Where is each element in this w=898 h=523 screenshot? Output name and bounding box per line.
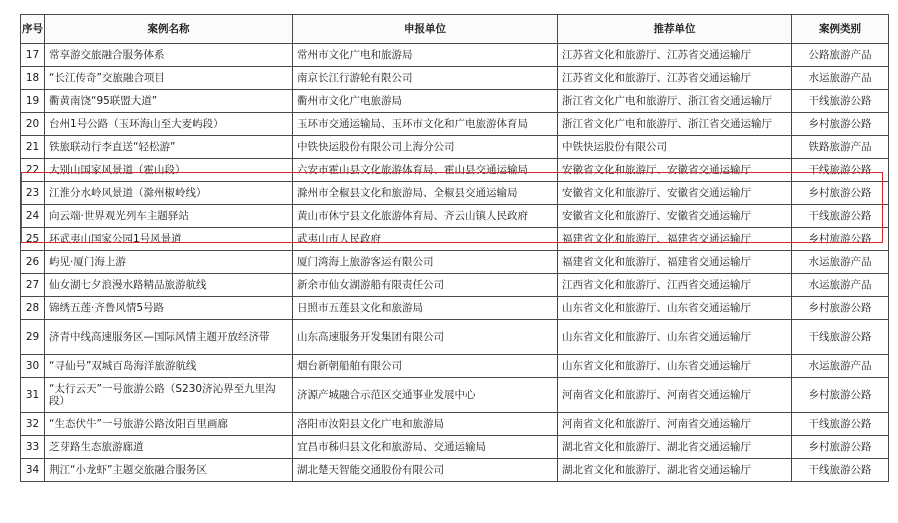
row-applicant: 武夷山市人民政府 — [293, 228, 558, 251]
row-category: 乡村旅游公路 — [792, 182, 889, 205]
table-row — [21, 90, 889, 113]
row-applicant: 滁州市全椒县文化和旅游局、全椒县交通运输局 — [293, 182, 558, 205]
table-row — [21, 44, 889, 67]
row-no: 21 — [21, 136, 45, 159]
row-applicant: 湖北楚天智能交通股份有限公司 — [293, 459, 558, 482]
row-no: 31 — [21, 378, 45, 413]
row-no: 18 — [21, 67, 45, 90]
row-name: 荆江“小龙虾”主题交旅融合服务区 — [45, 459, 293, 482]
row-category: 水运旅游产品 — [792, 355, 889, 378]
table-row — [21, 459, 889, 482]
row-recommender: 河南省文化和旅游厅、河南省交通运输厅 — [558, 413, 792, 436]
row-applicant: 厦门湾海上旅游客运有限公司 — [293, 251, 558, 274]
table-row — [21, 436, 889, 459]
header-applicant: 申报单位 — [293, 15, 558, 44]
row-category: 水运旅游产品 — [792, 251, 889, 274]
row-name: 江淮分水岭风景道（滁州椒岭线） — [45, 182, 293, 205]
row-no: 17 — [21, 44, 45, 67]
row-category: 干线旅游公路 — [792, 413, 889, 436]
case-table-container — [20, 14, 888, 482]
row-applicant: 洛阳市汝阳县文化广电和旅游局 — [293, 413, 558, 436]
row-category: 干线旅游公路 — [792, 205, 889, 228]
table-row — [21, 413, 889, 436]
row-category: 乡村旅游公路 — [792, 378, 889, 413]
row-name: 向云端·世界观光列车主题驿站 — [45, 205, 293, 228]
row-recommender: 安徽省文化和旅游厅、安徽省交通运输厅 — [558, 159, 792, 182]
row-name: 济青中线高速服务区—国际风情主题开放经济带 — [45, 320, 293, 355]
row-no: 30 — [21, 355, 45, 378]
row-recommender: 福建省文化和旅游厅、福建省交通运输厅 — [558, 251, 792, 274]
row-category: 水运旅游产品 — [792, 274, 889, 297]
row-name: 台州1号公路（玉环海山至大麦屿段） — [45, 113, 293, 136]
row-applicant: 宜昌市秭归县文化和旅游局、交通运输局 — [293, 436, 558, 459]
row-category: 乡村旅游公路 — [792, 113, 889, 136]
row-no: 19 — [21, 90, 45, 113]
row-recommender: 中铁快运股份有限公司 — [558, 136, 792, 159]
table-row-highlighted — [21, 205, 889, 228]
table-row-highlighted — [21, 159, 889, 182]
row-category: 干线旅游公路 — [792, 320, 889, 355]
row-category: 乡村旅游公路 — [792, 297, 889, 320]
table-row — [21, 136, 889, 159]
row-recommender: 江苏省文化和旅游厅、江苏省交通运输厅 — [558, 44, 792, 67]
row-no: 24 — [21, 205, 45, 228]
row-category: 公路旅游产品 — [792, 44, 889, 67]
header-name: 案例名称 — [45, 15, 293, 44]
table-row — [21, 378, 889, 413]
row-category: 乡村旅游公路 — [792, 228, 889, 251]
header-recommender: 推荐单位 — [558, 15, 792, 44]
table-row — [21, 297, 889, 320]
row-category: 乡村旅游公路 — [792, 436, 889, 459]
table-row-highlighted — [21, 182, 889, 205]
row-category: 水运旅游产品 — [792, 67, 889, 90]
row-no: 22 — [21, 159, 45, 182]
row-no: 23 — [21, 182, 45, 205]
row-applicant: 新余市仙女湖游船有限责任公司 — [293, 274, 558, 297]
row-name: 环武夷山国家公园1号风景道 — [45, 228, 293, 251]
row-no: 32 — [21, 413, 45, 436]
row-name: 衢黄南饶“95联盟大道” — [45, 90, 293, 113]
row-applicant: 日照市五莲县文化和旅游局 — [293, 297, 558, 320]
row-recommender: 湖北省文化和旅游厅、湖北省交通运输厅 — [558, 459, 792, 482]
row-applicant: 玉环市交通运输局、玉环市文化和广电旅游体育局 — [293, 113, 558, 136]
row-recommender: 浙江省文化广电和旅游厅、浙江省交通运输厅 — [558, 90, 792, 113]
row-recommender: 安徽省文化和旅游厅、安徽省交通运输厅 — [558, 182, 792, 205]
row-applicant: 常州市文化广电和旅游局 — [293, 44, 558, 67]
row-recommender: 湖北省文化和旅游厅、湖北省交通运输厅 — [558, 436, 792, 459]
row-name: 仙女湖七夕浪漫水路精品旅游航线 — [45, 274, 293, 297]
row-name: “生态伏牛”一号旅游公路汝阳百里画廊 — [45, 413, 293, 436]
header-no: 序号 — [21, 15, 45, 44]
row-no: 25 — [21, 228, 45, 251]
table-row — [21, 251, 889, 274]
row-applicant: 六安市霍山县文化旅游体育局、霍山县交通运输局 — [293, 159, 558, 182]
row-applicant: 烟台新朝船舶有限公司 — [293, 355, 558, 378]
row-category: 干线旅游公路 — [792, 90, 889, 113]
row-no: 27 — [21, 274, 45, 297]
row-name: 常享游交旅融合服务体系 — [45, 44, 293, 67]
row-category: 铁路旅游产品 — [792, 136, 889, 159]
row-recommender: 山东省文化和旅游厅、山东省交通运输厅 — [558, 297, 792, 320]
row-applicant: 济源产城融合示范区交通事业发展中心 — [293, 378, 558, 413]
row-no: 26 — [21, 251, 45, 274]
row-name: 大别山国家风景道（霍山段） — [45, 159, 293, 182]
row-recommender: 江西省文化和旅游厅、江西省交通运输厅 — [558, 274, 792, 297]
table-row — [21, 113, 889, 136]
row-recommender: 山东省文化和旅游厅、山东省交通运输厅 — [558, 355, 792, 378]
row-recommender: 浙江省文化广电和旅游厅、浙江省交通运输厅 — [558, 113, 792, 136]
row-name: 铁旅联动行李直送“轻松游” — [45, 136, 293, 159]
row-recommender: 江苏省文化和旅游厅、江苏省交通运输厅 — [558, 67, 792, 90]
case-table — [20, 14, 889, 482]
row-no: 28 — [21, 297, 45, 320]
row-no: 29 — [21, 320, 45, 355]
row-recommender: 山东省文化和旅游厅、山东省交通运输厅 — [558, 320, 792, 355]
table-row — [21, 67, 889, 90]
row-name: “太行云天”一号旅游公路（S230济沁界至九里沟段） — [45, 378, 293, 413]
row-recommender: 河南省文化和旅游厅、河南省交通运输厅 — [558, 378, 792, 413]
row-applicant: 南京长江行游轮有限公司 — [293, 67, 558, 90]
row-name: “寻仙号”双城百岛海洋旅游航线 — [45, 355, 293, 378]
row-name: 锦绣五莲·齐鲁风情5号路 — [45, 297, 293, 320]
table-row — [21, 320, 889, 355]
row-recommender: 福建省文化和旅游厅、福建省交通运输厅 — [558, 228, 792, 251]
row-name: 芝芽路生态旅游廊道 — [45, 436, 293, 459]
row-no: 20 — [21, 113, 45, 136]
row-name: 屿见·厦门海上游 — [45, 251, 293, 274]
table-row — [21, 355, 889, 378]
row-name: “长江传奇”交旅融合项目 — [45, 67, 293, 90]
row-applicant: 山东高速服务开发集团有限公司 — [293, 320, 558, 355]
row-applicant: 中铁快运股份有限公司上海分公司 — [293, 136, 558, 159]
row-no: 33 — [21, 436, 45, 459]
header-row — [21, 15, 889, 44]
row-applicant: 衢州市文化广电旅游局 — [293, 90, 558, 113]
row-category: 干线旅游公路 — [792, 459, 889, 482]
row-category: 干线旅游公路 — [792, 159, 889, 182]
header-category: 案例类别 — [792, 15, 889, 44]
table-row — [21, 274, 889, 297]
table-row — [21, 228, 889, 251]
row-no: 34 — [21, 459, 45, 482]
row-recommender: 安徽省文化和旅游厅、安徽省交通运输厅 — [558, 205, 792, 228]
row-applicant: 黄山市休宁县文化旅游体育局、齐云山镇人民政府 — [293, 205, 558, 228]
